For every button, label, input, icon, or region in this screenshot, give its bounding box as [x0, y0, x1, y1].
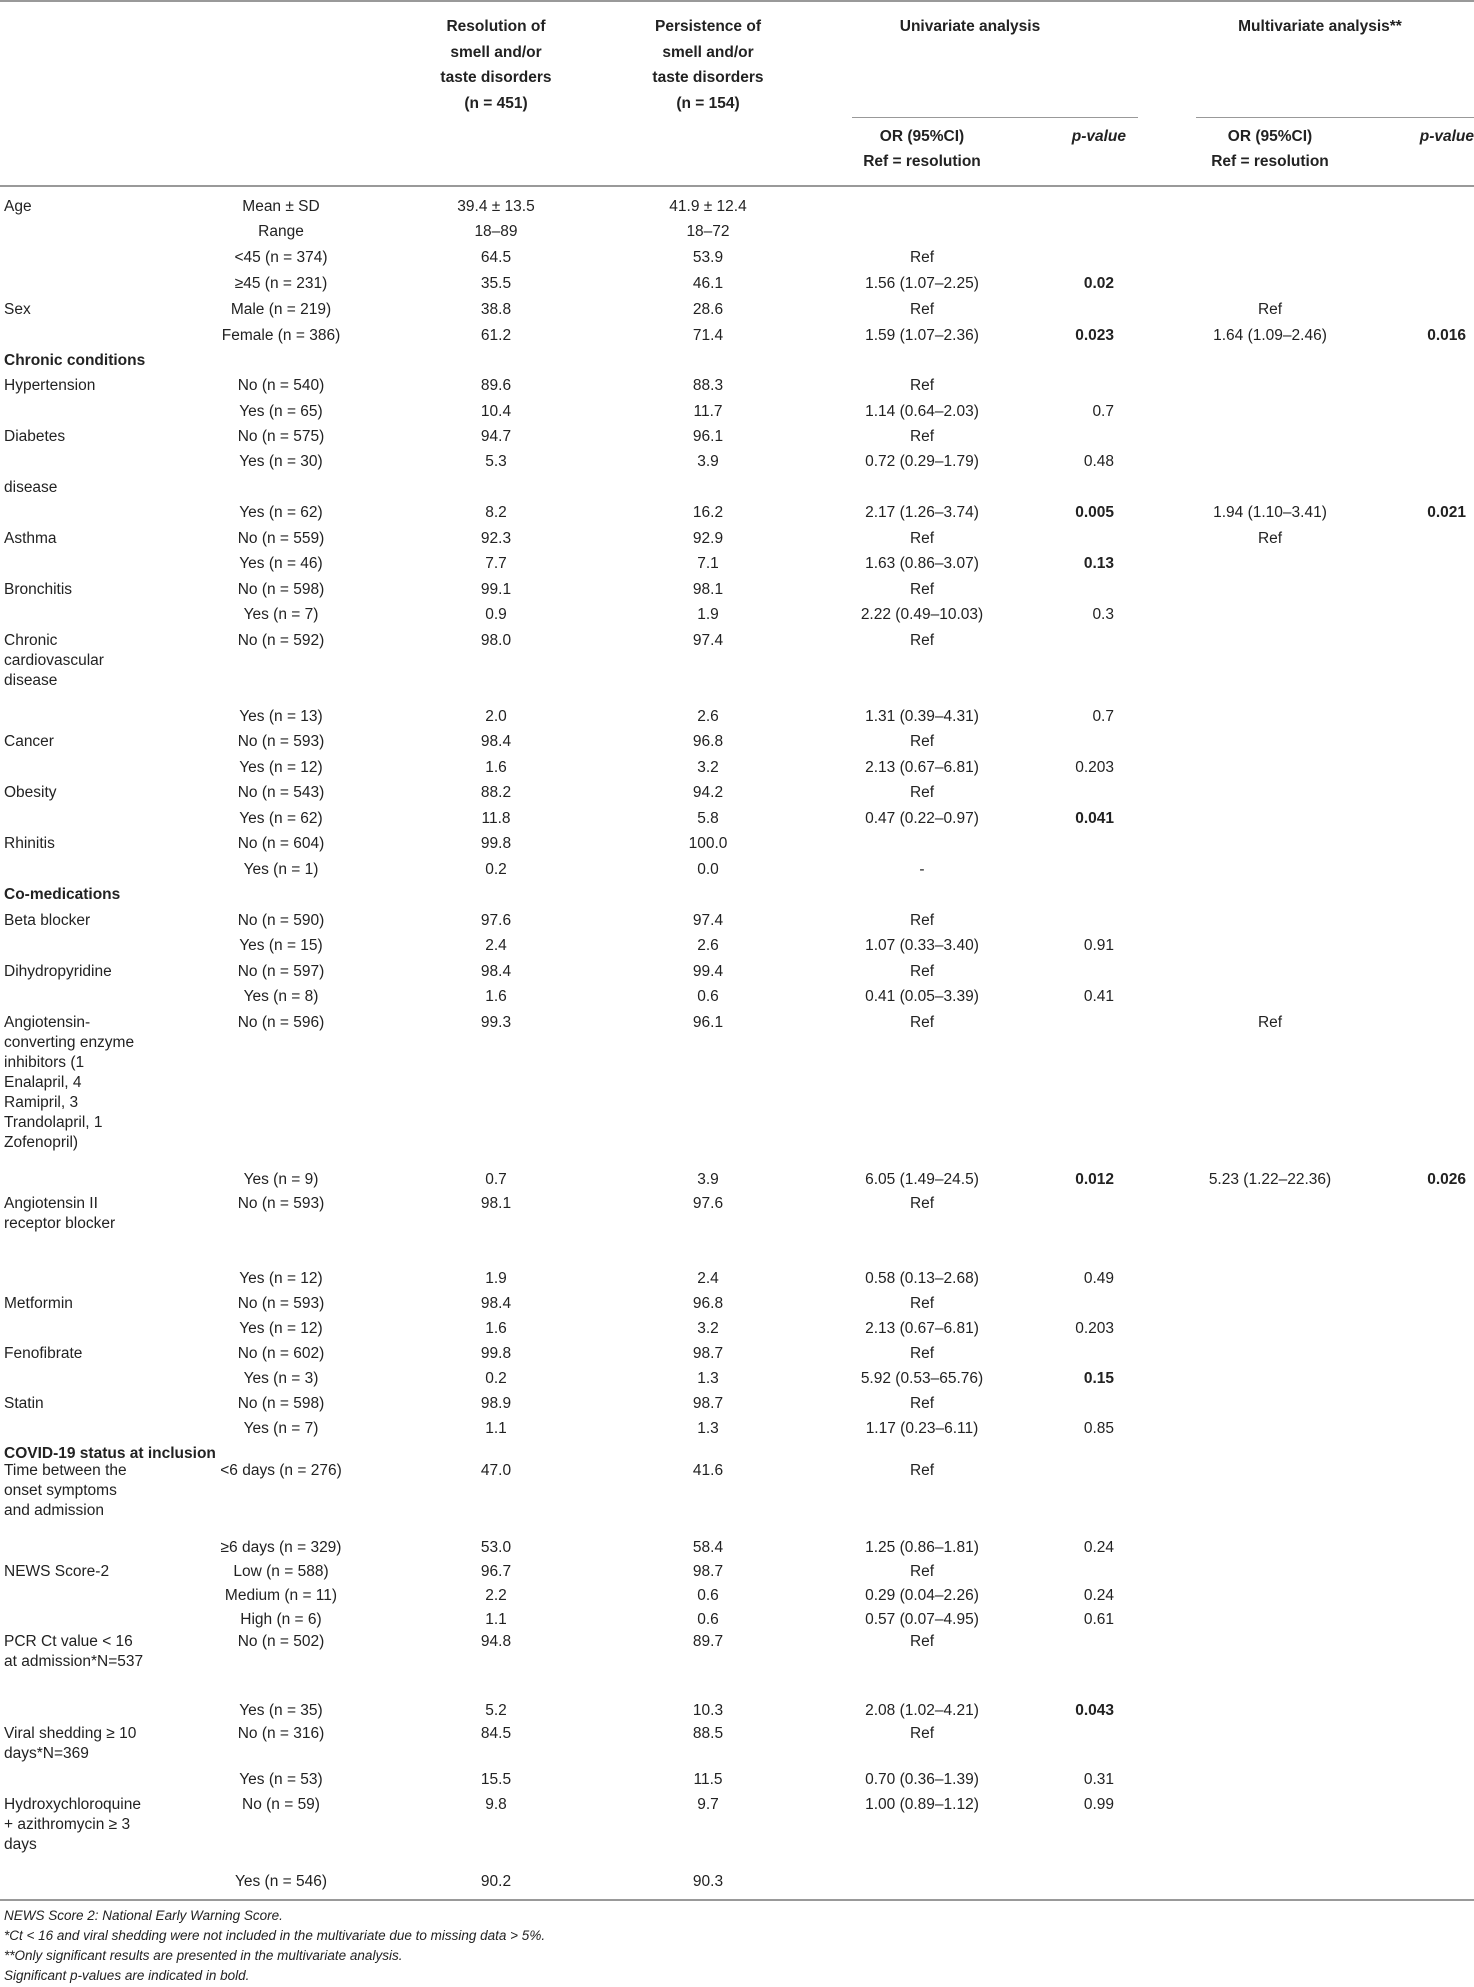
resolution-cell: 96.7 — [480, 1563, 512, 1580]
header-bottom-rule — [0, 185, 1474, 187]
resolution-cell: 39.4 ± 13.5 — [457, 198, 535, 215]
uni-p-header: p-value — [1071, 128, 1126, 145]
uni-or-cell: - — [919, 861, 925, 878]
resolution-cell: 99.3 — [480, 1014, 512, 1031]
header-resolution-line: (n = 451) — [464, 94, 528, 112]
resolution-cell: 18–89 — [474, 223, 518, 240]
header-resolution-line: smell and/or — [450, 43, 542, 61]
uni-or-cell: 0.72 (0.29–1.79) — [865, 453, 979, 470]
persistence-cell: 71.4 — [692, 327, 724, 344]
uni-or-cell: Ref — [909, 428, 935, 445]
resolution-cell: 98.4 — [480, 733, 512, 750]
persistence-cell: 3.2 — [697, 759, 719, 776]
row-level: Yes (n = 30) — [239, 453, 323, 470]
row-level: Yes (n = 65) — [239, 403, 323, 420]
uni-or-cell: 2.13 (0.67–6.81) — [865, 759, 979, 776]
row-variable: Bronchitis — [4, 581, 73, 598]
uni-p-cell: 0.7 — [1092, 708, 1114, 725]
resolution-cell: 10.4 — [480, 403, 512, 420]
row-level: Yes (n = 12) — [239, 1270, 323, 1287]
footnote: *Ct < 16 and viral shedding were not included in the multivariate due to missing data > 5%. — [4, 1928, 546, 1943]
footnote: **Only significant results are presented in the multivariate analysis. — [4, 1948, 403, 1963]
header-persistence-line: (n = 154) — [676, 94, 740, 112]
persistence-cell: 53.9 — [692, 249, 724, 266]
uni-or-cell: 1.63 (0.86–3.07) — [865, 555, 979, 572]
section-heading: COVID-19 status at inclusion — [4, 1445, 216, 1462]
uni-p-cell: 0.7 — [1092, 403, 1114, 420]
uni-or-cell: Ref — [909, 963, 935, 980]
resolution-cell: 7.7 — [485, 555, 507, 572]
multi-or-header — [1170, 124, 1370, 174]
uni-or-cell: Ref — [909, 1725, 935, 1742]
resolution-cell: 94.7 — [480, 428, 512, 445]
row-variable: Cancer — [4, 733, 54, 750]
header-persistence-line: Persistence of — [655, 18, 761, 35]
resolution-cell: 99.8 — [480, 1345, 512, 1362]
row-variable: Hypertension — [4, 377, 96, 394]
resolution-cell: 99.8 — [480, 835, 512, 852]
uni-p-cell: 0.203 — [1075, 759, 1114, 776]
uni-or-cell: 0.47 (0.22–0.97) — [865, 810, 979, 827]
row-variable: Angiotensin-converting enzyme inhibitors (1 Enalapril, 4 Ramipril, 3 Trandolapril, 1 Zofenopril) — [4, 1014, 135, 1151]
resolution-cell: 0.2 — [485, 1370, 507, 1387]
persistence-cell: 0.6 — [697, 1611, 719, 1628]
multi-or-cell: Ref — [1257, 1014, 1283, 1031]
uni-or-cell: 0.29 (0.04–2.26) — [865, 1587, 979, 1604]
uni-or-cell: 0.70 (0.36–1.39) — [865, 1771, 979, 1788]
resolution-cell: 0.2 — [485, 861, 507, 878]
uni-or-cell: 1.31 (0.39–4.31) — [865, 708, 979, 725]
uni-p-cell: 0.31 — [1083, 1771, 1114, 1788]
multi-or-cell: Ref — [1257, 530, 1283, 547]
resolution-cell: 1.6 — [485, 988, 507, 1005]
persistence-cell: 90.3 — [692, 1873, 724, 1890]
row-level: Range — [258, 223, 304, 240]
multi-or-cell: 1.64 (1.09–2.46) — [1213, 327, 1327, 344]
row-level: Yes (n = 35) — [239, 1702, 323, 1719]
header-resolution — [386, 14, 606, 116]
resolution-cell: 47.0 — [480, 1462, 512, 1479]
resolution-cell: 97.6 — [480, 912, 512, 929]
multi-p-cell: 0.016 — [1427, 327, 1466, 344]
row-level: Yes (n = 7) — [243, 1420, 319, 1437]
uni-or-cell: 2.17 (1.26–3.74) — [865, 504, 979, 521]
uni-or-cell: Ref — [909, 1195, 935, 1212]
table-top-rule — [0, 0, 1474, 2]
footnote: NEWS Score 2: National Early Warning Score. — [4, 1908, 283, 1923]
row-level: Yes (n = 13) — [239, 708, 323, 725]
row-variable: Fenofibrate — [4, 1345, 83, 1362]
uni-p-cell: 0.61 — [1083, 1611, 1114, 1628]
uni-p-cell: 0.041 — [1075, 810, 1114, 827]
uni-or-cell: 0.58 (0.13–2.68) — [865, 1270, 979, 1287]
uni-or-cell: Ref — [909, 1014, 935, 1031]
uni-or-cell: Ref — [909, 733, 935, 750]
resolution-cell: 5.2 — [485, 1702, 507, 1719]
persistence-cell: 58.4 — [692, 1539, 724, 1556]
persistence-cell: 0.0 — [697, 861, 719, 878]
row-level: Yes (n = 46) — [239, 555, 323, 572]
resolution-cell: 88.2 — [480, 784, 512, 801]
uni-or-cell: Ref — [909, 249, 935, 266]
ref-label: Ref = resolution — [1211, 153, 1329, 170]
persistence-cell: 0.6 — [697, 988, 719, 1005]
persistence-cell: 41.6 — [692, 1462, 724, 1479]
persistence-cell: 3.9 — [697, 453, 719, 470]
row-level: No (n = 316) — [237, 1725, 325, 1742]
row-variable: NEWS Score-2 — [4, 1563, 110, 1580]
uni-p-cell: 0.24 — [1083, 1539, 1114, 1556]
persistence-cell: 100.0 — [688, 835, 728, 852]
row-level: No (n = 593) — [237, 733, 325, 750]
row-level: Low (n = 588) — [233, 1563, 329, 1580]
multi-p-cell: 0.026 — [1427, 1171, 1466, 1188]
row-level: No (n = 597) — [237, 963, 325, 980]
resolution-cell: 38.8 — [480, 301, 512, 318]
resolution-cell: 90.2 — [480, 1873, 512, 1890]
uni-p-cell: 0.3 — [1092, 606, 1114, 623]
persistence-cell: 88.3 — [692, 377, 724, 394]
uni-or-cell: Ref — [909, 1563, 935, 1580]
row-level: No (n = 602) — [237, 1345, 325, 1362]
resolution-cell: 53.0 — [480, 1539, 512, 1556]
persistence-cell: 1.3 — [697, 1370, 719, 1387]
persistence-cell: 2.6 — [697, 937, 719, 954]
univariate-rule — [852, 117, 1138, 118]
row-level: Yes (n = 62) — [239, 810, 323, 827]
row-variable: Age — [4, 198, 32, 215]
row-variable: Beta blocker — [4, 912, 91, 929]
row-level: Yes (n = 53) — [239, 1771, 323, 1788]
ref-label: Ref = resolution — [863, 153, 981, 170]
persistence-cell: 10.3 — [692, 1702, 724, 1719]
row-level: Yes (n = 12) — [239, 1320, 323, 1337]
row-variable: Statin — [4, 1395, 44, 1412]
row-variable: Obesity — [4, 784, 57, 801]
resolution-cell: 1.6 — [485, 759, 507, 776]
header-persistence-line: smell and/or — [662, 43, 754, 61]
resolution-cell: 11.8 — [481, 810, 511, 827]
row-level: Yes (n = 8) — [243, 988, 319, 1005]
row-level: No (n = 559) — [237, 530, 325, 547]
multi-or-cell: Ref — [1257, 301, 1283, 318]
row-variable: Angiotensin II receptor blocker — [4, 1195, 116, 1232]
uni-or-cell: Ref — [909, 1295, 935, 1312]
persistence-cell: 28.6 — [692, 301, 724, 318]
persistence-cell: 46.1 — [692, 275, 724, 292]
persistence-cell: 96.8 — [692, 1295, 724, 1312]
uni-or-cell: 2.08 (1.02–4.21) — [865, 1702, 979, 1719]
uni-p-cell: 0.012 — [1075, 1171, 1114, 1188]
row-variable: PCR Ct value < 16 at admission*N=537 — [4, 1633, 144, 1670]
uni-or-cell: 1.59 (1.07–2.36) — [865, 327, 979, 344]
persistence-cell: 98.7 — [692, 1563, 724, 1580]
or-label: OR (95%CI) — [1227, 128, 1313, 145]
persistence-cell: 98.7 — [692, 1345, 724, 1362]
row-level: Yes (n = 546) — [234, 1873, 328, 1890]
row-variable: Time between the onset symptoms and admission — [4, 1462, 127, 1519]
persistence-cell: 98.7 — [692, 1395, 724, 1412]
uni-p-cell: 0.023 — [1075, 327, 1114, 344]
row-level: No (n = 598) — [237, 1395, 325, 1412]
persistence-cell: 3.2 — [697, 1320, 719, 1337]
uni-p-cell: 0.99 — [1083, 1796, 1114, 1813]
uni-or-cell: 1.00 (0.89–1.12) — [865, 1796, 979, 1813]
footnote: Significant p-values are indicated in bold. — [4, 1968, 250, 1983]
row-variable: Metformin — [4, 1295, 73, 1312]
multi-or-cell: 5.23 (1.22–22.36) — [1208, 1171, 1332, 1188]
uni-p-cell: 0.02 — [1083, 275, 1114, 292]
persistence-cell: 92.9 — [692, 530, 724, 547]
persistence-cell: 88.5 — [692, 1725, 724, 1742]
row-level: No (n = 502) — [237, 1633, 325, 1650]
resolution-cell: 2.4 — [485, 937, 507, 954]
row-level: Yes (n = 1) — [243, 861, 319, 878]
header-resolution-line: Resolution of — [446, 18, 546, 35]
multi-p-cell: 0.021 — [1427, 504, 1466, 521]
uni-p-cell: 0.41 — [1083, 988, 1114, 1005]
uni-or-cell: 2.22 (0.49–10.03) — [860, 606, 984, 623]
uni-or-cell: 2.13 (0.67–6.81) — [865, 1320, 979, 1337]
resolution-cell: 98.4 — [480, 963, 512, 980]
header-univariate: Univariate analysis — [899, 18, 1041, 35]
persistence-cell: 89.7 — [692, 1633, 724, 1650]
row-level: Yes (n = 9) — [243, 1171, 319, 1188]
row-variable: Hydroxychloroquine + azithromycin ≥ 3 days — [4, 1796, 141, 1853]
uni-or-cell: Ref — [909, 784, 935, 801]
uni-or-cell: Ref — [909, 1395, 935, 1412]
row-level: <45 (n = 374) — [234, 249, 328, 266]
uni-p-cell: 0.85 — [1083, 1420, 1114, 1437]
header-multivariate: Multivariate analysis** — [1238, 18, 1402, 35]
row-variable: Diabetes — [4, 428, 66, 445]
resolution-cell: 98.4 — [480, 1295, 512, 1312]
persistence-cell: 2.6 — [697, 708, 719, 725]
row-level: No (n = 59) — [242, 1796, 320, 1813]
persistence-cell: 5.8 — [697, 810, 719, 827]
row-level: <6 days (n = 276) — [220, 1462, 342, 1479]
row-level: High (n = 6) — [240, 1611, 322, 1628]
persistence-cell: 99.4 — [692, 963, 724, 980]
row-variable: Viral shedding ≥ 10 days*N=369 — [4, 1725, 137, 1762]
multi-or-cell: 1.94 (1.10–3.41) — [1213, 504, 1327, 521]
row-variable: Sex — [4, 301, 31, 318]
uni-or-cell: 1.17 (0.23–6.11) — [865, 1420, 979, 1437]
resolution-cell: 1.6 — [485, 1320, 507, 1337]
resolution-cell: 84.5 — [480, 1725, 512, 1742]
persistence-cell: 96.8 — [692, 733, 724, 750]
table-bottom-rule — [0, 1899, 1474, 1901]
row-variable: Rhinitis — [4, 835, 55, 852]
row-variable: Chronic cardiovascular disease — [4, 632, 104, 689]
uni-or-cell: Ref — [909, 301, 935, 318]
uni-or-cell: Ref — [909, 581, 935, 598]
uni-or-cell: 5.92 (0.53–65.76) — [860, 1370, 984, 1387]
persistence-cell: 97.4 — [692, 912, 724, 929]
resolution-cell: 61.2 — [480, 327, 512, 344]
row-level: Mean ± SD — [242, 198, 320, 215]
multivariate-rule — [1196, 117, 1474, 118]
row-level: No (n = 592) — [237, 632, 325, 649]
row-level: Yes (n = 62) — [239, 504, 323, 521]
persistence-cell: 2.4 — [697, 1270, 719, 1287]
persistence-cell: 41.9 ± 12.4 — [669, 198, 747, 215]
section-heading: Co-medications — [4, 886, 121, 903]
persistence-cell: 1.9 — [697, 606, 719, 623]
uni-p-cell: 0.49 — [1083, 1270, 1114, 1287]
row-level: No (n = 593) — [237, 1195, 325, 1212]
uni-p-cell: 0.24 — [1083, 1587, 1114, 1604]
resolution-cell: 0.7 — [485, 1171, 507, 1188]
uni-or-cell: 1.56 (1.07–2.25) — [865, 275, 979, 292]
resolution-cell: 9.8 — [485, 1796, 507, 1813]
persistence-cell: 94.2 — [692, 784, 724, 801]
uni-or-cell: Ref — [909, 530, 935, 547]
resolution-cell: 1.1 — [485, 1611, 507, 1628]
resolution-cell: 0.9 — [485, 606, 507, 623]
persistence-cell: 18–72 — [686, 223, 730, 240]
resolution-cell: 94.8 — [480, 1633, 512, 1650]
persistence-cell: 97.6 — [692, 1195, 724, 1212]
section-heading: Chronic conditions — [4, 352, 146, 369]
multi-p-header: p-value — [1419, 128, 1474, 145]
resolution-cell: 1.9 — [485, 1270, 507, 1287]
row-level: Medium (n = 11) — [224, 1587, 338, 1604]
uni-p-cell: 0.48 — [1083, 453, 1114, 470]
row-level: No (n = 596) — [237, 1014, 325, 1031]
resolution-cell: 92.3 — [480, 530, 512, 547]
row-level: No (n = 540) — [237, 377, 325, 394]
resolution-cell: 99.1 — [480, 581, 512, 598]
persistence-cell: 7.1 — [697, 555, 719, 572]
or-label: OR (95%CI) — [879, 128, 965, 145]
row-level: Female (n = 386) — [221, 327, 341, 344]
persistence-cell: 11.7 — [693, 403, 723, 420]
resolution-cell: 35.5 — [480, 275, 512, 292]
uni-p-cell: 0.91 — [1083, 937, 1114, 954]
persistence-cell: 98.1 — [692, 581, 724, 598]
row-level: Yes (n = 12) — [239, 759, 323, 776]
uni-or-cell: Ref — [909, 1462, 935, 1479]
uni-or-cell: Ref — [909, 1345, 935, 1362]
row-level: No (n = 604) — [237, 835, 325, 852]
resolution-cell: 2.2 — [485, 1587, 507, 1604]
uni-or-cell: Ref — [909, 632, 935, 649]
uni-or-cell: 6.05 (1.49–24.5) — [865, 1171, 979, 1188]
persistence-cell: 1.3 — [697, 1420, 719, 1437]
header-persistence-line: taste disorders — [652, 69, 764, 86]
resolution-cell: 8.2 — [485, 504, 507, 521]
resolution-cell: 64.5 — [480, 249, 512, 266]
persistence-cell: 16.2 — [692, 504, 724, 521]
row-level: Yes (n = 15) — [239, 937, 323, 954]
persistence-cell: 11.5 — [693, 1771, 723, 1788]
resolution-cell: 98.0 — [480, 632, 512, 649]
uni-p-cell: 0.043 — [1075, 1702, 1114, 1719]
persistence-cell: 96.1 — [692, 428, 724, 445]
resolution-cell: 98.9 — [480, 1395, 512, 1412]
persistence-cell: 3.9 — [697, 1171, 719, 1188]
resolution-cell: 98.1 — [480, 1195, 512, 1212]
row-level: No (n = 543) — [237, 784, 325, 801]
row-level: ≥45 (n = 231) — [234, 275, 328, 292]
persistence-cell: 0.6 — [697, 1587, 719, 1604]
uni-or-cell: 1.14 (0.64–2.03) — [865, 403, 979, 420]
header-persistence — [598, 14, 818, 116]
row-level: No (n = 575) — [237, 428, 325, 445]
uni-p-cell: 0.15 — [1083, 1370, 1114, 1387]
row-level: Yes (n = 7) — [243, 606, 319, 623]
resolution-cell: 5.3 — [485, 453, 507, 470]
resolution-cell: 15.5 — [480, 1771, 512, 1788]
uni-or-cell: Ref — [909, 912, 935, 929]
row-variable: Dihydropyridine — [4, 963, 112, 980]
header-resolution-line: taste disorders — [440, 69, 552, 86]
resolution-cell: 2.0 — [485, 708, 507, 725]
persistence-cell: 96.1 — [692, 1014, 724, 1031]
persistence-cell: 9.7 — [697, 1796, 719, 1813]
resolution-cell: 1.1 — [485, 1420, 507, 1437]
row-level: No (n = 598) — [237, 581, 325, 598]
row-level: Yes (n = 3) — [243, 1370, 319, 1387]
row-variable: disease — [4, 479, 58, 496]
uni-or-cell: 1.25 (0.86–1.81) — [865, 1539, 979, 1556]
uni-or-cell: Ref — [909, 377, 935, 394]
row-level: Male (n = 219) — [230, 301, 332, 318]
uni-or-header — [822, 124, 1022, 174]
resolution-cell: 89.6 — [480, 377, 512, 394]
uni-or-cell: 1.07 (0.33–3.40) — [865, 937, 979, 954]
row-level: No (n = 590) — [237, 912, 325, 929]
row-variable: Asthma — [4, 530, 57, 547]
row-level: No (n = 593) — [237, 1295, 325, 1312]
uni-or-cell: Ref — [909, 1633, 935, 1650]
uni-or-cell: 0.57 (0.07–4.95) — [865, 1611, 979, 1628]
uni-p-cell: 0.13 — [1083, 555, 1114, 572]
uni-p-cell: 0.005 — [1075, 504, 1114, 521]
row-level: ≥6 days (n = 329) — [220, 1539, 342, 1556]
uni-or-cell: 0.41 (0.05–3.39) — [865, 988, 979, 1005]
persistence-cell: 97.4 — [692, 632, 724, 649]
uni-p-cell: 0.203 — [1075, 1320, 1114, 1337]
